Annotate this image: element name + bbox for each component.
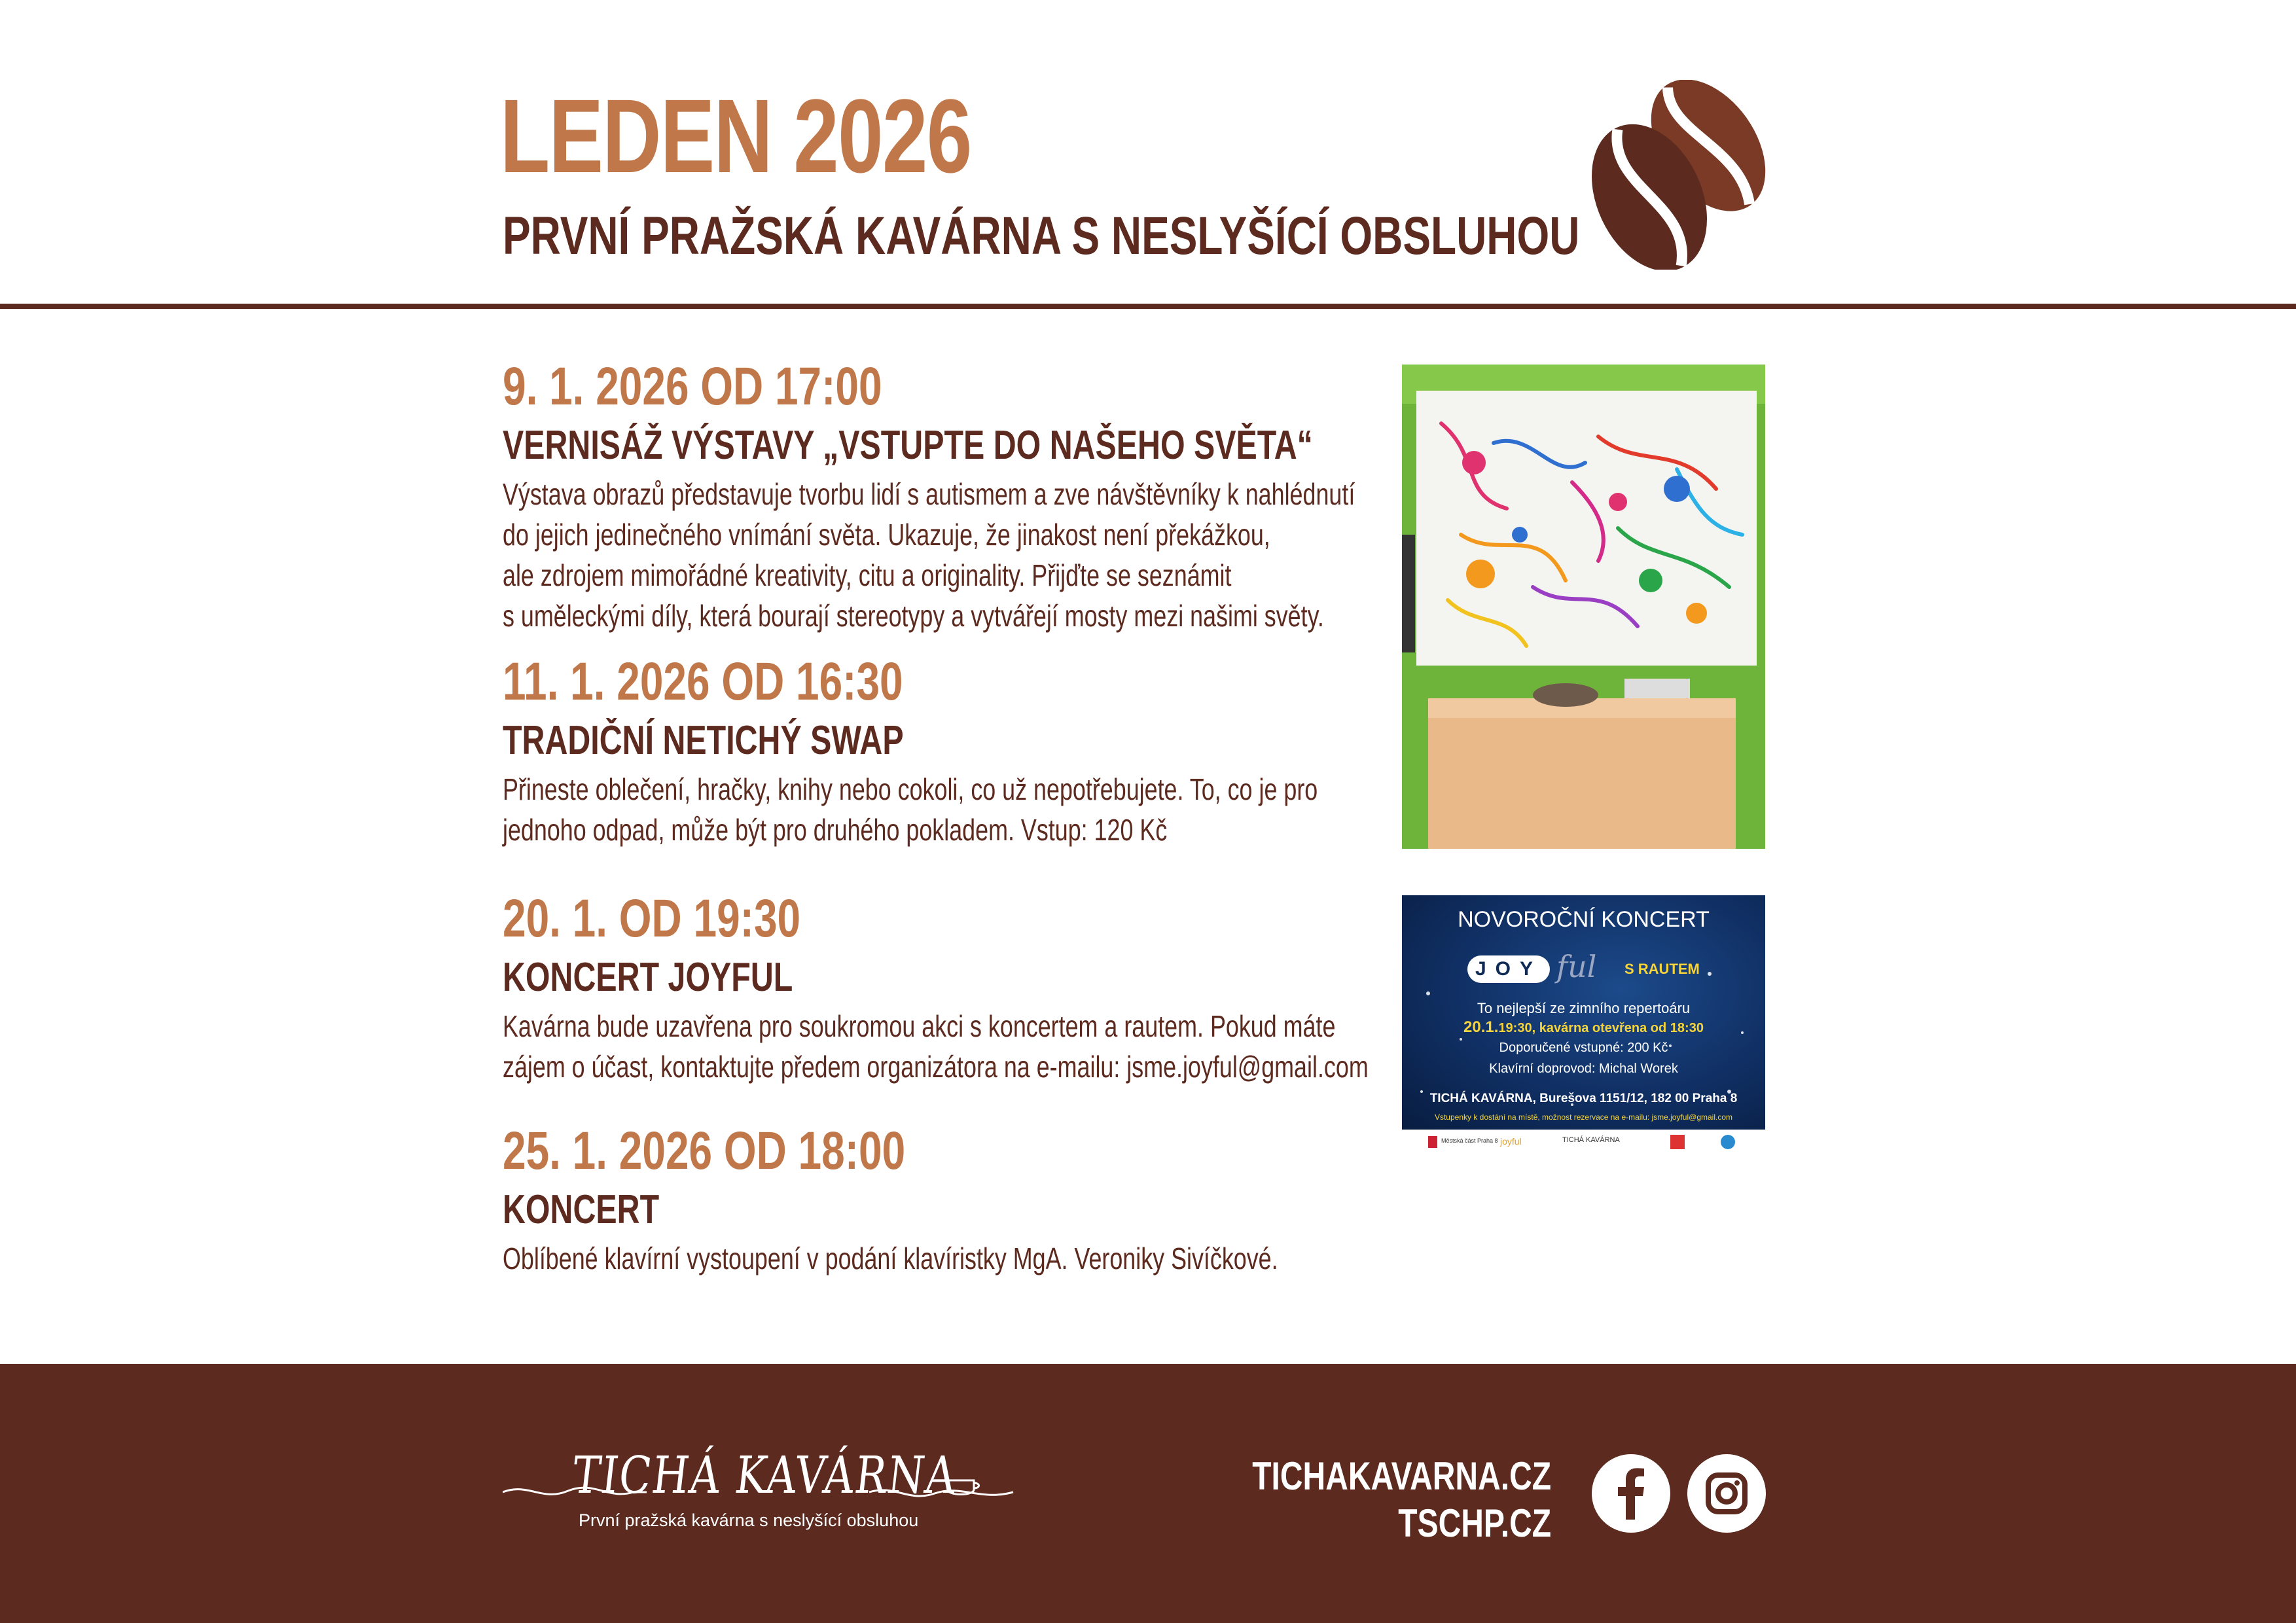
partner-logo-icon — [1670, 1135, 1685, 1149]
poster-line-4: Klavírní doprovod: Michal Worek — [1489, 1061, 1678, 1076]
event-title: KONCERT — [503, 1187, 660, 1232]
page-title: LEDEN 2026 — [500, 77, 971, 194]
facebook-icon — [1592, 1454, 1670, 1533]
footer-links — [1177, 1453, 1551, 1547]
logo-tagline: První pražská kavárna s neslyšící obsluhou — [579, 1510, 919, 1530]
poster-line-2: 20.1.19:30, kavárna otevřena od 18:30 — [1463, 1018, 1704, 1036]
event-title: VERNISÁŽ VÝSTAVY „VSTUPTE DO NAŠEHO SVĚTA“ — [503, 423, 1313, 468]
event-description: Výstava obrazů představuje tvorbu lidí s autismem a zve návštěvníky k nahlédnutí do jejich jedinečného vnímání světa. Ukazuje, že jinakost není překážkou, ale zdrojem mimořádné kreativity, citu a originality. Přijďte se seznámit s uměleckými díly, která bourají stereotypy a vytvářejí mosty mezi našimi světy. — [503, 477, 1355, 633]
footer — [0, 1364, 2296, 1623]
accessibility-icon — [1721, 1135, 1735, 1149]
event-title: TRADIČNÍ NETICHÝ SWAP — [503, 718, 904, 763]
event-date: 25. 1. 2026 OD 18:00 — [503, 1121, 906, 1181]
event-date: 11. 1. 2026 OD 16:30 — [503, 652, 903, 711]
coffee-beans-icon — [1577, 80, 1774, 270]
event-item — [503, 1121, 1393, 1279]
poster-line-1: To nejlepší ze zimního repertoáru — [1477, 1000, 1691, 1016]
poster-sponsors: Městská část Praha 8 joyful TICHÁ KAVÁRNA — [1402, 1130, 1765, 1157]
poster-line-5: TICHÁ KAVÁRNA, Burešova 1151/12, 182 00 Praha 8 — [1429, 1092, 1738, 1105]
event-item — [503, 889, 1393, 1087]
event-item — [503, 652, 1393, 850]
event-description: Kavárna bude uzavřena pro soukromou akci s koncertem a rautem. Pokud máte zájem o účast, kontaktujte předem organizátora na e-mailu: jsme.joyful@gmail.com — [503, 1009, 1369, 1084]
painting-image — [1402, 365, 1765, 849]
shield-icon — [1428, 1136, 1437, 1148]
painting-photo — [1402, 365, 1765, 849]
website-link-2[interactable]: TSCHP.CZ — [1398, 1501, 1551, 1545]
poster-logo: JOY ful S RAUTEM — [1402, 955, 1765, 984]
event-description: Oblíbené klavírní vystoupení v podání klavíristky MgA. Veroniky Sivíčkové. — [503, 1241, 1278, 1275]
instagram-icon — [1687, 1454, 1766, 1533]
event-title: KONCERT JOYFUL — [503, 955, 793, 1000]
poster-heading: NOVOROČNÍ KONCERT — [1458, 907, 1710, 932]
event-date: 20. 1. OD 19:30 — [503, 889, 801, 948]
event-date: 9. 1. 2026 OD 17:00 — [503, 357, 882, 416]
website-link[interactable]: TICHAKAVARNA.CZ — [1252, 1454, 1551, 1498]
event-description: Přineste oblečení, hračky, knihy nebo cokoli, co už nepotřebujete. To, co je pro jednoho odpad, může být pro druhého pokladem. Vstup: 120 Kč — [503, 772, 1318, 847]
header-divider — [0, 304, 2296, 309]
event-item — [503, 357, 1393, 636]
instagram-button[interactable] — [1687, 1454, 1766, 1533]
poster-line-3: Doporučené vstupné: 200 Kč — [1499, 1041, 1668, 1055]
poster-line-6: Vstupenky k dostání na místě, možnost rezervace na e-mailu: jsme.joyful@gmail.com — [1434, 1113, 1733, 1122]
concert-poster — [1402, 895, 1765, 1157]
facebook-button[interactable] — [1592, 1454, 1670, 1533]
logo-text: TICHÁ KAVÁRNA — [569, 1446, 961, 1505]
page-subtitle: PRVNÍ PRAŽSKÁ KAVÁRNA S NESLYŠÍCÍ OBSLUHOU — [503, 206, 1580, 266]
